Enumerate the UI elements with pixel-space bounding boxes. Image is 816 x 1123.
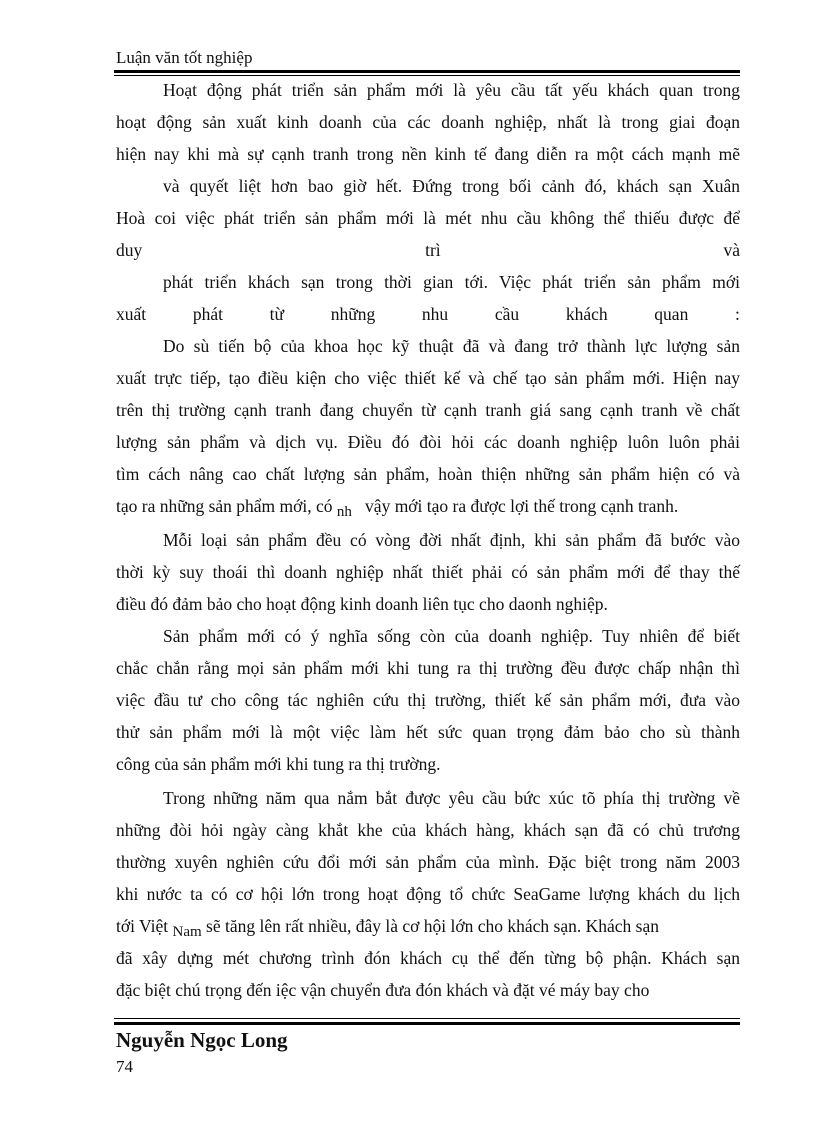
- body-line: công của sản phẩm mới khi tung ra thị trường.: [116, 754, 441, 774]
- text-run: vậy mới tạo ra được lợi thế trong cạnh tranh.: [365, 496, 679, 516]
- word: và: [723, 240, 740, 260]
- body-line: thời kỳ suy thoái thì doanh nghiệp nhất thiết phải có sản phẩm mới để thay thế: [116, 562, 740, 582]
- word: khách: [565, 304, 608, 324]
- header-rule-thick: [114, 70, 740, 73]
- word: duy: [116, 240, 143, 260]
- body-line: Hoà coi việc phát triển sản phẩm mới là mét nhu cầu không thể thiếu được để: [116, 208, 740, 228]
- body-line: Mỗi loại sản phẩm đều có vòng đời nhất định, khi sản phẩm đã bước vào: [163, 530, 740, 550]
- header-rule-thin: [114, 75, 740, 76]
- body-line: Sản phẩm mới có ý nghĩa sống còn của doanh nghiệp. Tuy nhiên để biết: [163, 626, 740, 646]
- body-line: xuất trực tiếp, tạo điều kiện cho việc thiết kế và chế tạo sản phẩm mới. Hiện nay: [116, 368, 740, 388]
- footer-rule-thick: [114, 1022, 740, 1025]
- word: xuất: [116, 304, 147, 324]
- body-line: Trong những năm qua nắm bắt được yêu cầu bức xúc tõ phía thị trường về: [163, 788, 740, 808]
- body-line: những đòi hỏi ngày càng khắt khe của khách hàng, khách sạn đã có chủ trương: [116, 820, 740, 840]
- word: những: [330, 304, 376, 324]
- body-line: trên thị trường cạnh tranh đang chuyển từ cạnh tranh giá sang cạnh tranh về chất: [116, 400, 740, 420]
- body-line: thường xuyên nghiên cứu đổi mới sản phẩm của mình. Đặc biệt trong năm 2003: [116, 852, 740, 872]
- body-line: đặc biệt chú trọng đến iệc vận chuyển đưa đón khách và đặt vé máy bay cho: [116, 980, 650, 1000]
- word: :: [735, 304, 740, 324]
- body-line: đã xây dựng mét chương trình đón khách cụ thể đến từng bộ phận. Khách sạn: [116, 948, 740, 968]
- text-run: tới Việt: [116, 916, 169, 936]
- body-line: lượng sản phẩm và dịch vụ. Điều đó đòi hỏi các doanh nghiệp luôn luôn phải: [116, 432, 740, 452]
- body-line: khi nước ta có cơ hội lớn trong hoạt động tổ chức SeaGame lượng khách du lịch: [116, 884, 740, 904]
- spread-line: [116, 303, 740, 325]
- body-line: hiện nay khi mà sự cạnh tranh trong nền kinh tế đang diễn ra một cách mạnh mẽ: [116, 144, 740, 164]
- body-line: hoạt động sản xuất kinh doanh của các doanh nghiệp, nhất là trong giai đoạn: [116, 112, 740, 132]
- body-line: chắc chắn rằng mọi sản phẩm mới khi tung ra thị trường đều được chấp nhận thì: [116, 658, 740, 678]
- misplaced-text: Nam: [172, 924, 202, 940]
- body-line: thử sản phẩm mới là một việc làm hết sức quan trọng đảm bảo cho sù thành: [116, 722, 740, 742]
- body-line: [116, 495, 740, 519]
- word: từ: [269, 304, 285, 324]
- body-line: phát triển khách sạn trong thời gian tới. Việc phát triển sản phẩm mới: [163, 272, 740, 292]
- spread-line: [116, 239, 740, 261]
- word: phát: [192, 304, 223, 324]
- body-line: và quyết liệt hơn bao giờ hết. Đứng trong bối cảnh đó, khách sạn Xuân: [163, 176, 740, 196]
- body-line: việc đầu tư cho công tác nghiên cứu thị trường, thiết kế sản phẩm mới, đưa vào: [116, 690, 740, 710]
- body-line: [116, 915, 740, 939]
- text-run: sẽ tăng lên rất nhiều, đây là cơ hội lớn cho khách sạn. Khách sạn: [206, 916, 659, 936]
- word: cầu: [494, 304, 520, 324]
- misplaced-text: nh: [336, 504, 352, 520]
- body-line: Hoạt động phát triển sản phẩm mới là yêu cầu tất yếu khách quan trong: [163, 80, 740, 100]
- text-run: tạo ra những sản phẩm mới, có: [116, 496, 333, 516]
- footer-rule-thin: [114, 1018, 740, 1019]
- word: quan: [654, 304, 689, 324]
- header-title: Luận văn tốt nghiệp: [116, 48, 253, 67]
- page-number: 74: [116, 1057, 133, 1076]
- word: nhu: [421, 304, 449, 324]
- footer-author: Nguyễn Ngọc Long: [116, 1028, 288, 1052]
- body-line: Do sù tiến bộ của khoa học kỹ thuật đã và đang trở thành lực lượng sản: [163, 336, 740, 356]
- body-line: tìm cách nâng cao chất lượng sản phẩm, hoàn thiện những sản phẩm hiện có và: [116, 464, 740, 484]
- word: trì: [425, 240, 441, 260]
- body-line: điều đó đảm bảo cho hoạt động kinh doanh liên tục cho daonh nghiệp.: [116, 594, 608, 614]
